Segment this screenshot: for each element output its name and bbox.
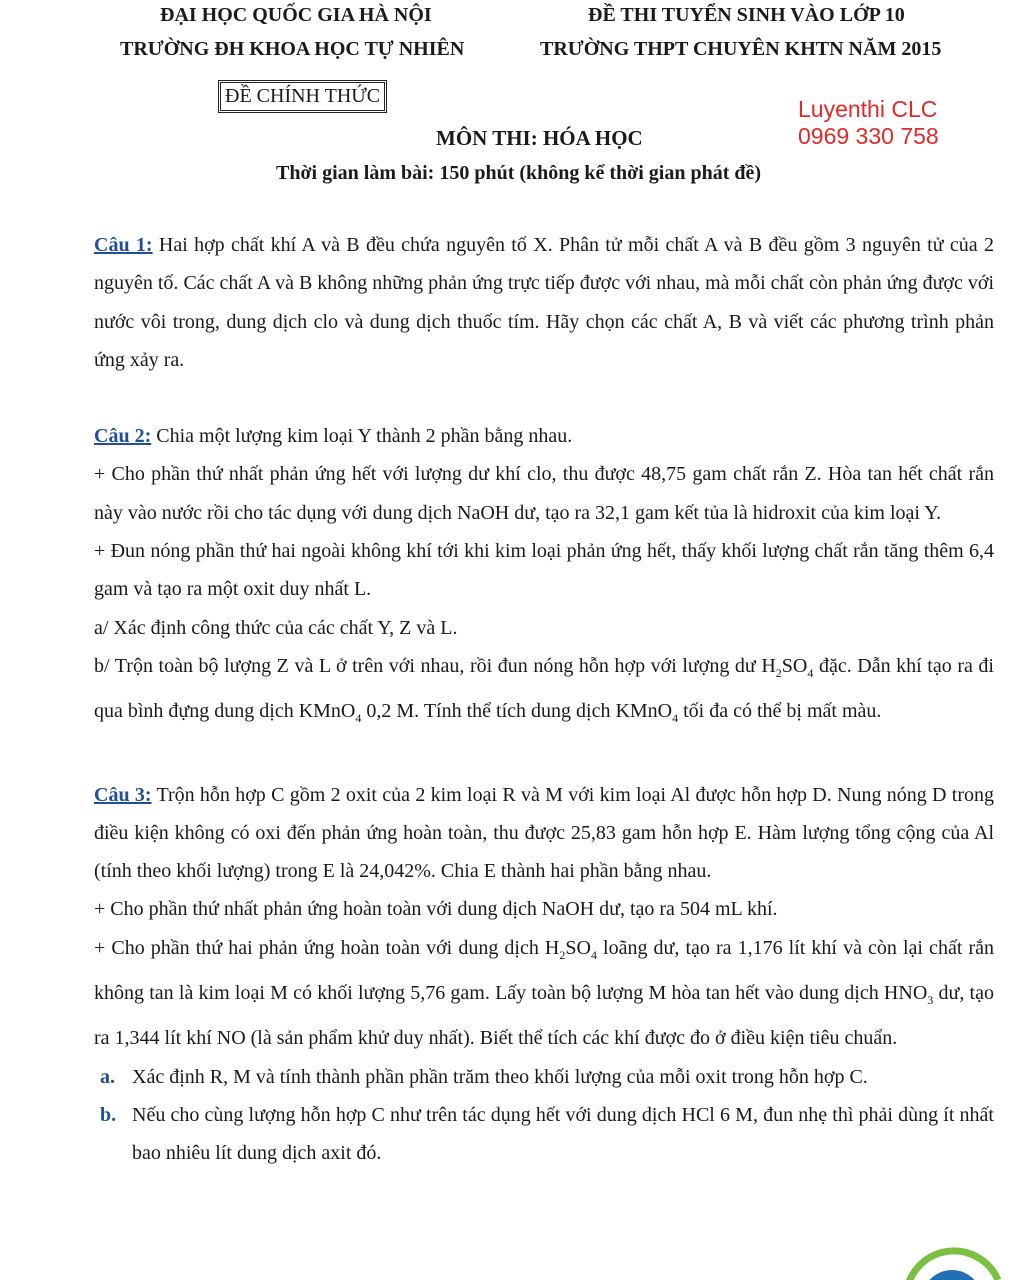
question-1 [94,226,994,379]
question-2-subquestion-b: b/ Trộn toàn bộ lượng Z và L ở trên với nhau, rồi đun nóng hỗn hợp với lượng dư $H_2SO_4$ đặc. Dẫn khí tạo ra đi qua bình đựng dung dịch KMnO$_4$ 0,2 M. Tính thể tích dung dịch KMnO$_4$ tối đa có thể bị mất màu. [94,654,994,726]
exam-content [94,226,994,1173]
question-2-label: Câu 2: [94,425,152,448]
list-item-text: Xác định R, M và tính thành phần phần trăm theo khối lượng của mỗi oxit trong hỗn hợp C. [132,1065,868,1088]
question-1-label: Câu 1: [94,234,153,256]
question-3-intro [94,776,994,891]
list-marker: a. [100,1065,115,1088]
question-2-intro [94,417,994,455]
official-exam-label: ĐỀ CHÍNH THỨC [218,80,387,113]
logo-icon [900,1240,1004,1280]
faculty-name: TRƯỜNG ĐH KHOA HỌC TỰ NHIÊN [120,38,465,60]
question-3-part-2: + Cho phần thứ hai phản ứng hoàn toàn với dung dịch $H_2SO_4$ loãng dư, tạo ra 1,176 lít khí và còn lại chất rắn không tan là kim loại M có khối lượng 5,76 gam. Lấy toàn bộ lượng M hòa tan hết vào dung dịch $HNO_3$ dư, tạo ra 1,344 lít khí NO (là sản phẩm khử duy nhất). Biết thể tích các khí được đo ở điều kiện tiêu chuẩn. [94,936,994,1050]
watermark-phone: 0969 330 758 [798,123,939,149]
watermark-name: Luyenthi CLC [798,96,938,122]
question-3-item-b [94,1096,994,1173]
question-1-text: Hai hợp chất khí A và B đều chứa nguyên tố X. Phân tử mỗi chất A và B đều gồm 3 nguyên tử của 2 nguyên tố. Các chất A và B không những phản ứng trực tiếp được với nhau, mà mỗi chất còn phản ứng được với nước vôi trong, dung dịch clo và dung dịch thuốc tím. Hãy chọn các chất A, B và viết các phương trình phản ứng xảy ra. [94,234,994,371]
question-2-part-2: + Đun nóng phần thứ hai ngoài không khí tới khi kim loại phản ứng hết, thấy khối lượng chất rắn tăng thêm 6,4 gam và tạo ra một oxit duy nhất L. [94,540,994,601]
question-3-part-1: + Cho phần thứ nhất phản ứng hoàn toàn với dung dịch NaOH dư, tạo ra 504 mL khí. [94,898,778,921]
question-3-label: Câu 3: [94,783,152,806]
subject-title: MÔN THI: HÓA HỌC [436,126,643,150]
list-item-text: Nếu cho cùng lượng hỗn hợp C như trên tác dụng hết với dung dịch HCl 6 M, đun nhẹ thì phải dùng ít nhất bao nhiêu lít dung dịch axit đó. [132,1103,994,1165]
question-3-intro-text: Trộn hỗn hợp C gồm 2 oxit của 2 kim loại R và M với kim loại Al được hỗn hợp D. Nung nóng D trong điều kiện không có oxi đến phản ứng hoàn toàn, thu được 25,83 gam hỗn hợp E. Hàm lượng tổng cộng của Al (tính theo khối lượng) trong E là 24,042%. Chia E thành hai phần bằng nhau. [94,783,994,883]
school-year-title: TRƯỜNG THPT CHUYÊN KHTN NĂM 2015 [540,38,942,60]
university-name: ĐẠI HỌC QUỐC GIA HÀ NỘI [160,4,432,26]
exam-title: ĐỀ THI TUYỂN SINH VÀO LỚP 10 [588,4,905,26]
question-2-intro-text: Chia một lượng kim loại Y thành 2 phần bằng nhau. [151,425,573,448]
list-marker: b. [100,1103,117,1126]
question-3-item-a [94,1058,994,1096]
question-2-subquestion-a: a/ Xác định công thức của các chất Y, Z và L. [94,616,458,639]
question-2-part-1: + Cho phần thứ nhất phản ứng hết với lượng dư khí clo, thu được 48,75 gam chất rắn Z. Hòa tan hết chất rắn này vào nước rồi cho tác dụng với dung dịch NaOH dư, tạo ra 32,1 gam kết tủa là hidroxit của kim loại Y. [94,463,994,524]
duration-note: Thời gian làm bài: 150 phút (không kể thời gian phát đề) [276,162,762,184]
